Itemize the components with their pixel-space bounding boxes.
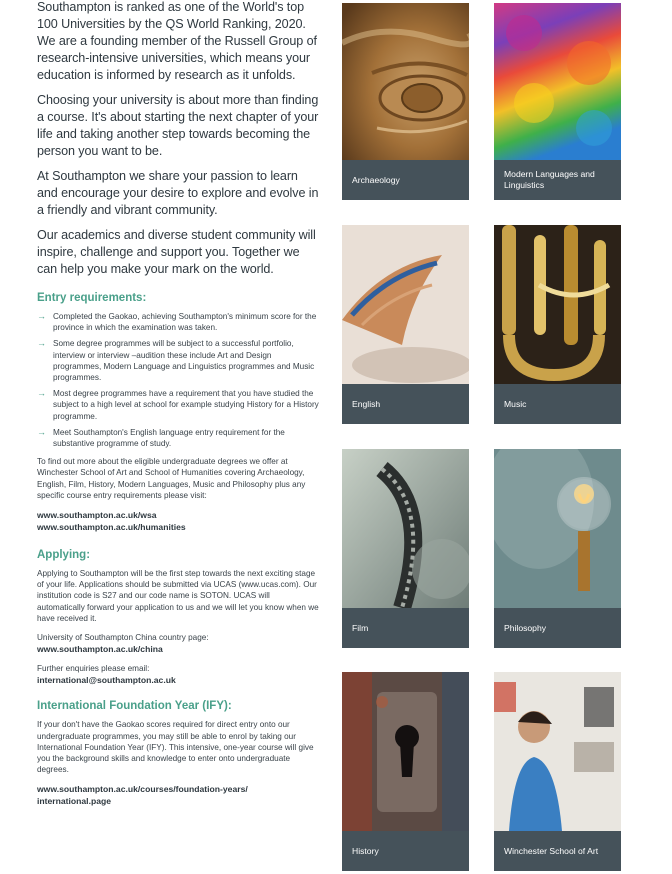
entry-requirements-list — [37, 311, 319, 449]
arrow-right-icon: → — [37, 338, 46, 349]
film-reel-image — [342, 449, 469, 608]
tile-label: Winchester School of Art — [494, 831, 621, 871]
list-item: → Completed the Gaokao, achieving Southampton's minimum score for the province in which the examination was taken. — [37, 311, 317, 333]
applying-heading: Applying: — [37, 549, 91, 562]
ify-heading: International Foundation Year (IFY): — [37, 700, 232, 713]
email-link[interactable]: international@southampton.ac.uk — [37, 675, 176, 686]
arrow-right-icon: → — [37, 426, 46, 437]
tile-label: Philosophy — [494, 608, 621, 648]
tile-winchester-school-of-art[interactable] — [494, 672, 621, 871]
wsa-link[interactable]: www.southampton.ac.uk/wsa — [37, 510, 157, 521]
old-keyhole-image — [342, 672, 469, 831]
ify-link-continued[interactable]: international.page — [37, 796, 112, 807]
intro — [37, 0, 319, 278]
tile-label: Film — [342, 608, 469, 648]
colour-powder-image — [494, 3, 621, 160]
email-label: Further enquiries please email: — [37, 664, 150, 674]
tile-label: History — [342, 831, 469, 871]
tile-history[interactable] — [342, 672, 469, 871]
ify-text: If your don't have the Gaokao scores required for direct entry onto our undergraduate programmes, you may still be able to enrol by taking our International Foundation Year (IFY). This intensive, one-year course will give you the background skills and knowledge to enter onto undergraduate degrees. — [37, 720, 314, 775]
list-item: → Most degree programmes have a requirement that you have studied the subject to a high level at school for example studying History for a History programme. — [37, 388, 319, 421]
intro-paragraph: Choosing your university is about more than finding a course. It's about starting the next chapter of your life and taking another step towards becoming the person you want to be. — [37, 93, 319, 158]
student-portrait-image — [494, 672, 621, 831]
tile-film[interactable] — [342, 449, 469, 648]
ify-link[interactable]: www.southampton.ac.uk/courses/foundation-years/ — [37, 784, 248, 795]
tile-music[interactable] — [494, 225, 621, 424]
tile-english[interactable] — [342, 225, 469, 424]
light-bulb-image — [494, 449, 621, 608]
brass-instrument-image — [494, 225, 621, 384]
tile-label: English — [342, 384, 469, 424]
tile-label: Archaeology — [342, 160, 469, 200]
pencil-shavings-image — [342, 225, 469, 384]
intro-paragraph: At Southampton we share your passion to learn and encourage your desire to explore and evolve in a friendly and vibrant community. — [37, 169, 319, 217]
eye-sculpture-image — [342, 3, 469, 160]
text-column — [37, 0, 319, 807]
entry-requirements-heading: Entry requirements: — [37, 292, 147, 304]
humanities-link[interactable]: www.southampton.ac.uk/humanities — [37, 522, 186, 533]
tile-philosophy[interactable] — [494, 449, 621, 648]
entry-note: To find out more about the eligible undergraduate degrees we offer at Winchester School of Art and School of Humanities covering Archaeology, English, Film, History, Modern Languages, Music and Philosophy plus any specific course entry requirements please visit: — [37, 457, 306, 500]
intro-paragraph: Our academics and diverse student community will inspire, challenge and support you. Together we can help you make your mark on the world. — [37, 228, 316, 276]
list-item: → Meet Southampton's English language entry requirement for the substantive programme of study. — [37, 426, 285, 449]
tile-archaeology[interactable] — [342, 3, 469, 200]
arrow-right-icon: → — [37, 388, 46, 399]
tile-label: Music — [494, 384, 621, 424]
applying-text: Applying to Southampton will be the first step towards the next exciting stage of your life. Applications should be submitted via UCAS (www.ucas.com). Our institution code is S27 and our code name is SOTON. UCAS will automatically forward your application to us and we will let you know when we have received it. — [37, 569, 319, 623]
tile-modern-languages[interactable] — [494, 3, 621, 200]
china-link[interactable]: www.southampton.ac.uk/china — [37, 644, 163, 655]
list-item: → Some degree programmes will be subject to a successful portfolio, interview or interview –audition these include Art and Design programmes, Modern Language and Linguistics programmes and Music programmes. — [37, 338, 315, 383]
china-label: University of Southampton China country page: — [37, 633, 209, 643]
arrow-right-icon: → — [37, 311, 46, 321]
tile-label: Modern Languages and Linguistics — [494, 160, 621, 200]
intro-paragraph: Southampton is ranked as one of the World's top 100 Universities by the QS World Ranking, 2020. We are a founding member of the Russell Group of research-intensive universities, which means your education is informed by research as it unfolds. — [37, 0, 317, 82]
